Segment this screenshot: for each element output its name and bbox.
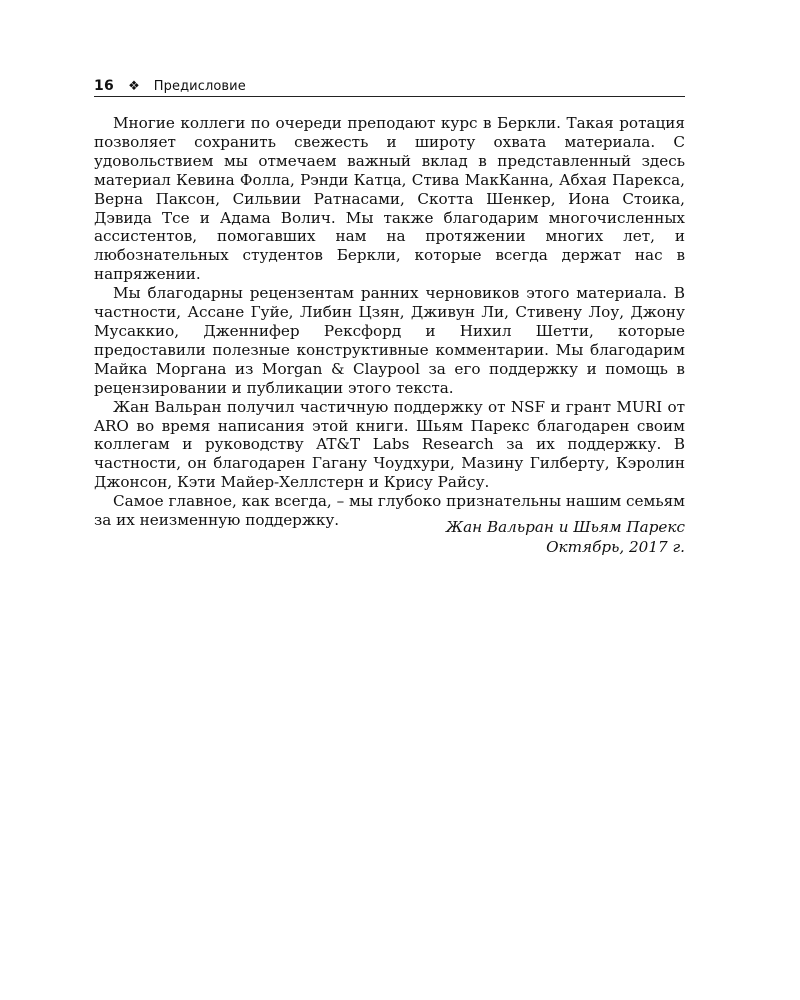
page-number: 16 [94,78,115,94]
signature-block [94,518,685,557]
section-title: Предисловие [153,78,246,94]
signature-date: Октябрь, 2017 г. [546,537,685,556]
paragraph-families: Самое главное, как всегда, – мы глубоко признательны нашим семьям за их неизменную поддержку. [94,492,685,530]
paragraph-reviewers: Мы благодарны рецензентам ранних черновиков этого материала. В частности, Ассане Гуйе, Либин Цзян, Дживун Ли, Стивену Лоу, Джону Мусаккио, Дженнифер Рексфорд и Нихил Шетти, которые предоставили полезные конструктивные комментарии. Мы благодарим Майка Моргана из Morgan & Claypool за его поддержку и помощь в рецензировании и публикации этого текста. [94,284,685,397]
paragraph-colleagues: Многие коллеги по очереди преподают курс в Беркли. Такая ротация позволяет сохранить свежесть и широту охвата материала. С удовольствием мы отмечаем важный вклад в представленный здесь материал Кевина Фолла, Рэнди Катца, Стива МакКанна, Абхая Парекса, Верна Паксон, Сильвии Ратнасами, Скотта Шенкер, Иона Стоика, Дэвида Тсе и Адама Волич. Мы также благодарим многочисленных ассистентов, помогавших нам на протяжении многих лет, и любознательных студентов Беркли, которые всегда держат нас в напряжении. [94,114,685,284]
running-header [94,76,685,97]
fleuron-ornament-icon: ❖ [128,78,140,94]
paragraph-support: Жан Вальран получил частичную поддержку от NSF и грант MURI от ARO во время написания этой книги. Шьям Парекс благодарен своим коллегам и руководству AT&T Labs Research за их поддержку. В частности, он благодарен Гагану Чоудхури, Мазину Гилберту, Кэролин Джонсон, Кэти Майер-Хеллстерн и Крису Райсу. [94,397,685,492]
signature-authors: Жан Вальран и Шьям Парекс [446,518,685,536]
body-text [94,114,685,530]
